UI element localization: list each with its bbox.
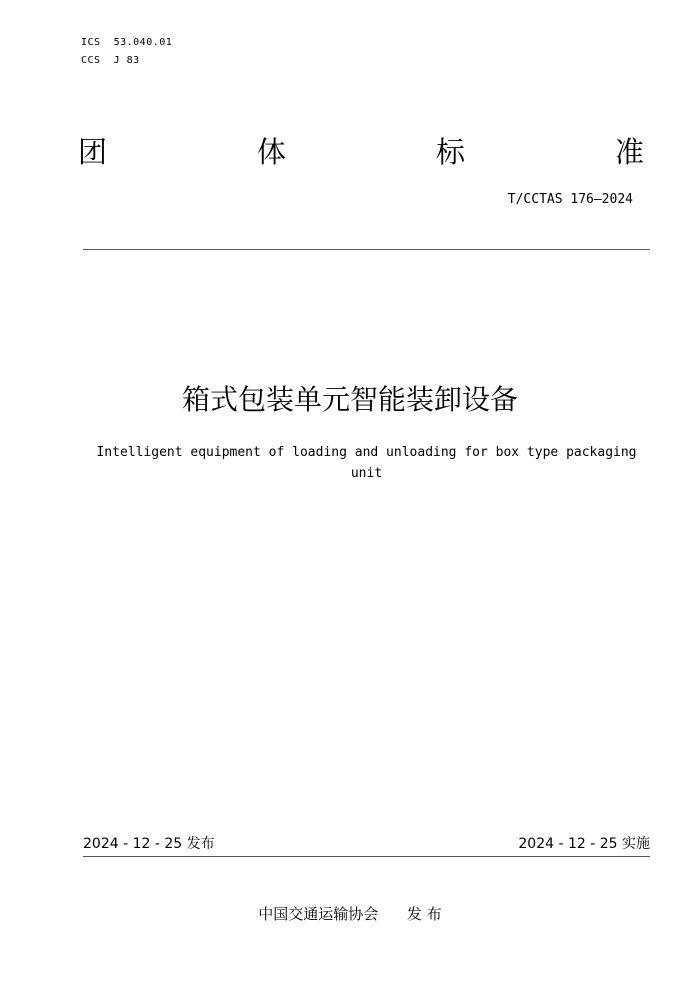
implementation-date: 2024 - 12 - 25 实施 — [518, 836, 650, 852]
publish-action: 发 布 — [406, 905, 442, 923]
standard-type-char: 体 — [257, 135, 287, 169]
publisher-line — [0, 904, 700, 924]
chinese-title: 箱式包装单元智能装卸设备 — [181, 383, 518, 416]
ics-code: ICS 53.040.01 — [81, 37, 173, 48]
standard-type-char: 标 — [436, 135, 466, 169]
publisher-spacer — [378, 905, 407, 923]
english-title: Intelligent equipment of loading and unloading for box type packaging unit — [96, 445, 637, 481]
top-divider — [83, 249, 650, 250]
standard-number: T/CCTAS 176—2024 — [507, 192, 633, 207]
standard-type-char: 准 — [614, 135, 644, 169]
bottom-divider — [83, 856, 650, 857]
standard-type-char: 团 — [78, 135, 108, 169]
publisher-name: 中国交通运输协会 — [258, 905, 379, 923]
standard-type-heading — [78, 135, 644, 175]
issue-date: 2024 - 12 - 25 发布 — [83, 836, 215, 852]
ccs-code: CCS J 83 — [81, 55, 140, 66]
